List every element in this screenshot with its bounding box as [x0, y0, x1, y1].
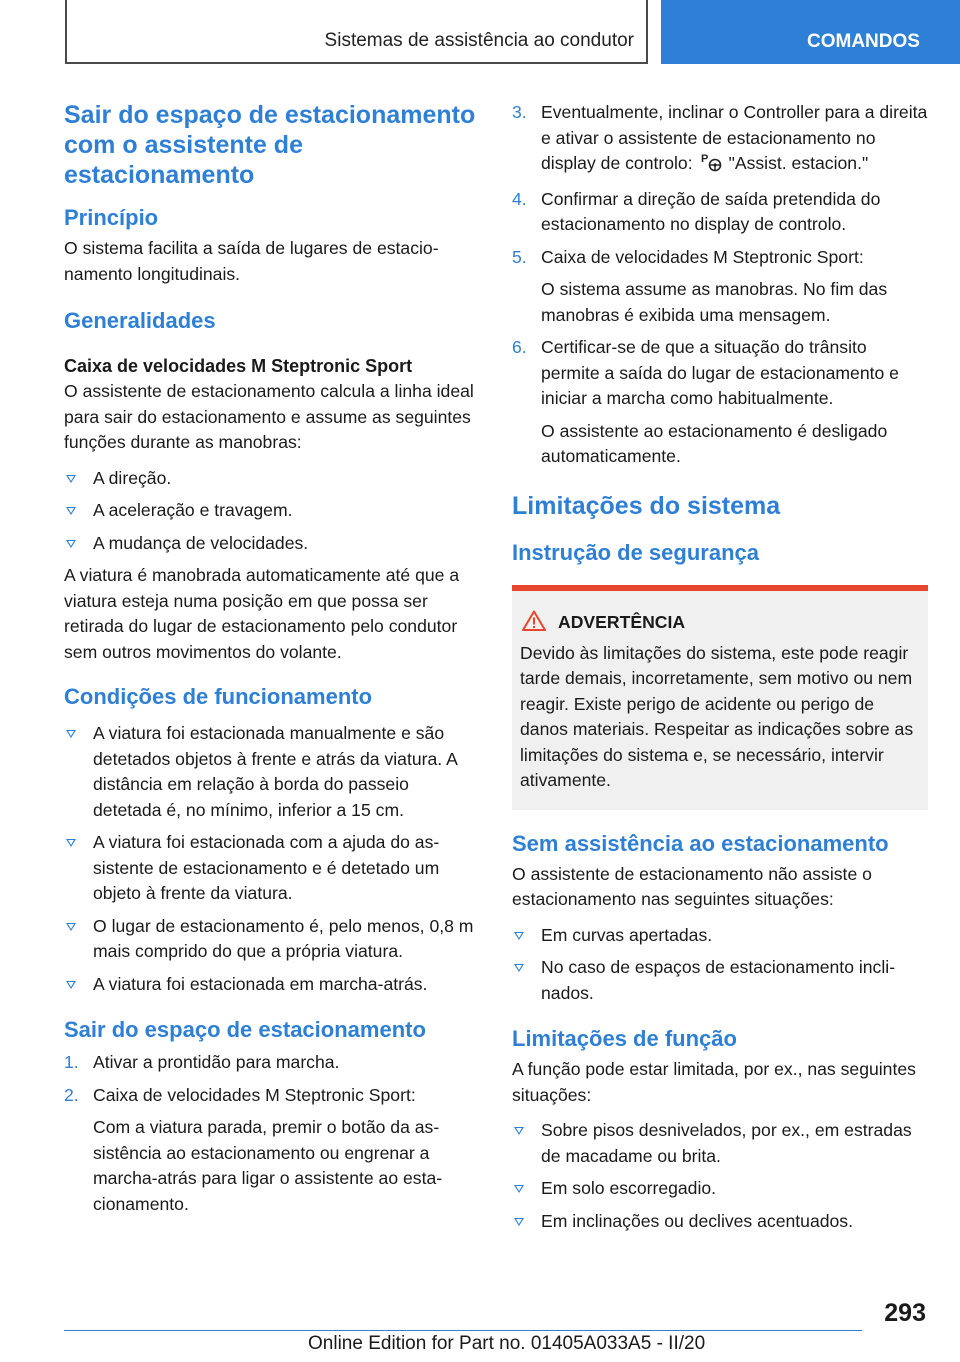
- bullet-triangle-icon: [66, 923, 76, 931]
- list-item: A viatura foi estacionada manualmente e são detetados objetos à frente e atrás da viatura. A distância em relação à borda do passeio detetada é, no mínimo, inferior a 15 cm.: [64, 721, 478, 823]
- text-principio: O sistema facilita a saída de lugares de estacionamento longitudinais.: [64, 238, 439, 284]
- step-item: 3. Eventualmente, inclinar o Controller para a direita e ativar o assistente de estacionamento no display de controlo: P "Assist. estacion.": [512, 100, 928, 180]
- list-item: Sobre pisos desnivelados, por ex., em estradas de macadame ou brita.: [512, 1118, 928, 1169]
- bullet-triangle-icon: [514, 1127, 524, 1135]
- step-subtext: Com a viatura parada, premir o botão da assistência ao estacionamento ou engrenar a marcha-atrás para ligar o assistente ao estacionamento.: [93, 1117, 443, 1214]
- heading-caixa: Caixa de velocidades M Steptronic Sport: [64, 356, 413, 376]
- bullet-triangle-icon: [66, 839, 76, 847]
- left-column: [64, 100, 478, 1224]
- footer-divider: [64, 1330, 862, 1331]
- step-item: 4. Confirmar a direção de saída pretendida do estacionamento no display de controlo.: [512, 188, 881, 234]
- heading-condicoes: Condições de funcionamento: [64, 684, 373, 709]
- bullet-triangle-icon: [514, 1185, 524, 1193]
- page-number: 293: [884, 1299, 926, 1327]
- bullet-triangle-icon: [66, 507, 76, 515]
- right-column: [512, 100, 928, 1241]
- warning-triangle-icon: [522, 610, 546, 631]
- list-item: Em curvas apertadas.: [512, 923, 928, 949]
- bullet-triangle-icon: [514, 932, 524, 940]
- list-item: O lugar de estacionamento é, pelo menos, 0,8 m mais comprido do que a própria viatura.: [64, 914, 478, 965]
- text-sem-assistencia: O assistente de estacionamento não assiste o estacionamento nas seguintes situações:: [512, 863, 872, 909]
- bullet-triangle-icon: [514, 1218, 524, 1226]
- warning-title: ADVERTÊNCIA: [520, 609, 918, 635]
- list-item: A direção.: [64, 466, 478, 492]
- step-item: 6. Certificar-se de que a situação do trânsito permite a saída do lugar de estacionamento e iniciar a marcha como habitualmente. O assistente ao estacionamento é desligado automaticamente.: [512, 335, 928, 470]
- header-title: Sistemas de assistência ao condutor: [324, 30, 634, 51]
- step-subtext: O sistema assume as manobras. No fim das manobras é exibida uma mensagem.: [541, 279, 888, 325]
- bullet-triangle-icon: [66, 730, 76, 738]
- step-item: 1. Ativar a prontidão para marcha.: [64, 1052, 340, 1072]
- warning-text: Devido às limitações do sistema, este pode reagir tarde demais, incorretamente, sem motivo ou nem reagir. Existe perigo de acidente ou perigo de danos materiais. Respeitar as indicações sobre as limitações do sistema e, se necessário, intervir ativamente.: [520, 642, 914, 790]
- step-item: 5. Caixa de velocidades M Steptronic Sport: O sistema assume as manobras. No fim das manobras é exibida uma mensagem.: [512, 245, 928, 329]
- heading-generalidades: Generalidades: [64, 308, 216, 333]
- heading-sair: Sair do espaço de estacionamento: [64, 1017, 426, 1042]
- steps-list-right: [512, 100, 928, 470]
- heading-limitacoes: Limitações do sistema: [512, 491, 781, 520]
- list-funcoes: [64, 466, 478, 557]
- text-viatura: A viatura é manobrada automaticamente até que a viatura esteja numa posição em que possa ser retirada do lugar de estacionamento pelo condutor sem outros movimentos do volante.: [64, 565, 460, 662]
- heading-funcao: Limitações de função: [512, 1026, 737, 1051]
- list-item: A aceleração e travagem.: [64, 498, 478, 524]
- list-item: Em solo escorregadio.: [512, 1176, 928, 1202]
- list-sem-assistencia: [512, 923, 928, 1007]
- footer-edition: Online Edition for Part no. 01405A033A5 - II/20: [308, 1333, 706, 1354]
- list-item: A viatura foi estacionada com a ajuda do assistente de estacionamento e é detetado um objeto à frente da viatura.: [64, 830, 478, 907]
- section-tab[interactable]: [661, 0, 960, 64]
- warning-box: [512, 585, 928, 810]
- text-assistente: O assistente de estacionamento calcula a linha ideal para sair do estacionamento e assume as seguintes funções durante as manobras:: [64, 381, 474, 452]
- list-funcao: [512, 1118, 928, 1234]
- parking-steering-icon: [701, 152, 723, 180]
- bullet-triangle-icon: [66, 540, 76, 548]
- list-item: Em inclinações ou declives acentuados.: [512, 1209, 928, 1235]
- bullet-triangle-icon: [514, 964, 524, 972]
- list-condicoes: [64, 721, 478, 997]
- list-item: No caso de espaços de estacionamento inclinados.: [512, 955, 928, 1006]
- section-heading-main: Sair do espaço de estacionamento com o assistente de estacionamento: [64, 101, 476, 189]
- list-item: A mudança de velocidades.: [64, 531, 478, 557]
- header-frame: [65, 0, 648, 64]
- bullet-triangle-icon: [66, 981, 76, 989]
- step-item: 2. Caixa de velocidades M Steptronic Sport: Com a viatura parada, premir o botão da assistência ao estacionamento ou engrenar a marcha-atrás para ligar o assistente ao estacionamento.: [64, 1083, 478, 1218]
- heading-principio: Princípio: [64, 205, 159, 230]
- step-subtext: O assistente ao estacionamento é desligado automaticamente.: [541, 420, 888, 466]
- heading-sem-assistencia: Sem assistência ao estacionamento: [512, 830, 889, 856]
- bullet-triangle-icon: [66, 475, 76, 483]
- section-tab-label: COMANDOS: [807, 31, 920, 52]
- heading-seguranca: Instrução de segurança: [512, 539, 759, 565]
- list-item: A viatura foi estacionada em marcha-atrás.: [64, 972, 478, 998]
- steps-list-left: [64, 1050, 478, 1217]
- text-funcao: A função pode estar limitada, por ex., nas seguintes situações:: [512, 1059, 916, 1105]
- svg-text:P: P: [700, 153, 708, 165]
